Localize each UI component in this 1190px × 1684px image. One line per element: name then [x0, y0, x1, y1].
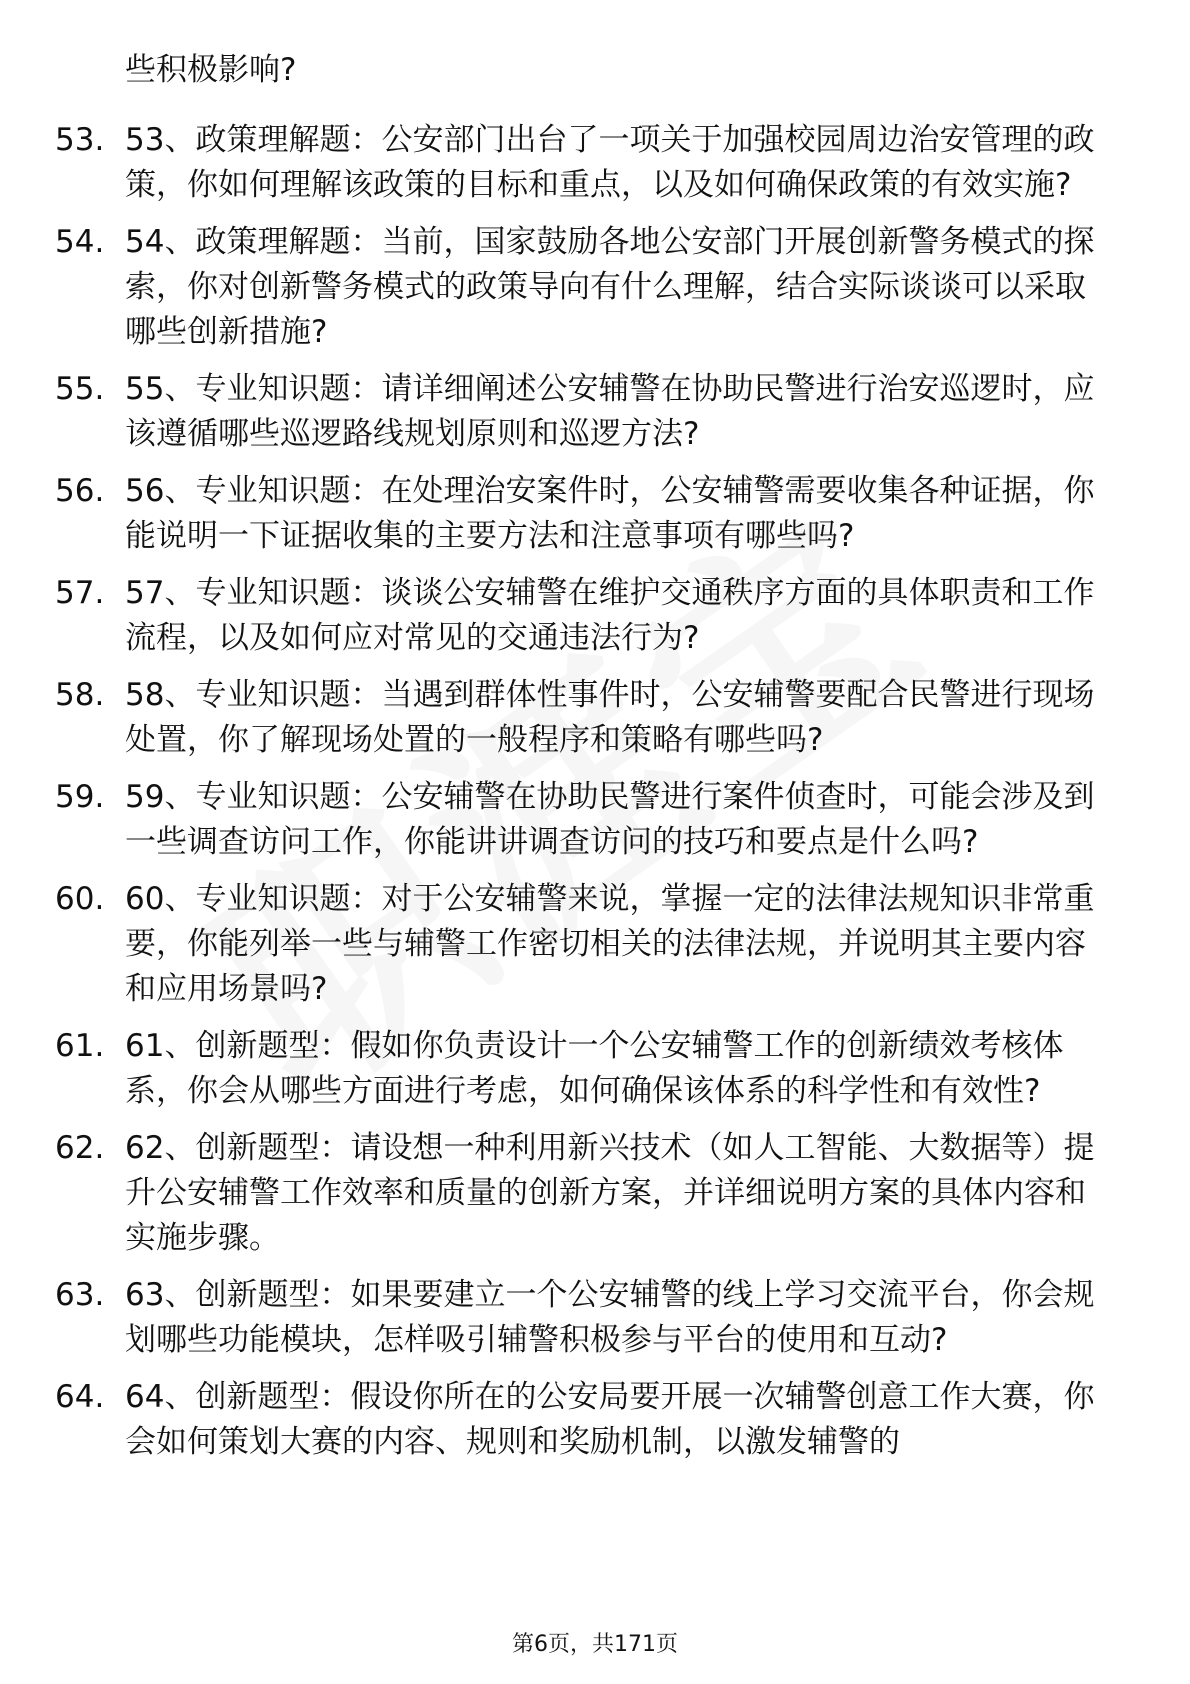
question-number: 62. [55, 1130, 105, 1166]
question-item [55, 118, 1115, 208]
question-number: 64. [55, 1379, 105, 1415]
question-text: 53、政策理解题：公安部门出台了一项关于加强校园周边治安管理的政策，你如何理解该政策的目标和重点，以及如何确保政策的有效实施? [125, 122, 1095, 203]
question-text: 64、创新题型：假设你所在的公安局要开展一次辅警创意工作大赛，你会如何策划大赛的内容、规则和奖励机制，以激发辅警的 [125, 1379, 1095, 1460]
question-text: 54、政策理解题：当前，国家鼓励各地公安部门开展创新警务模式的探索，你对创新警务模式的政策导向有什么理解，结合实际谈谈可以采取哪些创新措施? [125, 224, 1095, 350]
question-list [55, 118, 1115, 1477]
question-text: 55、专业知识题：请详细阐述公安辅警在协助民警进行治安巡逻时，应该遵循哪些巡逻路线规划原则和巡逻方法? [125, 371, 1095, 452]
question-number: 55. [55, 371, 105, 407]
question-text: 56、专业知识题：在处理治安案件时，公安辅警需要收集各种证据，你能说明一下证据收集的主要方法和注意事项有哪些吗? [125, 473, 1095, 554]
question-number: 56. [55, 473, 105, 509]
question-number: 59. [55, 779, 105, 815]
question-text: 57、专业知识题：谈谈公安辅警在维护交通秩序方面的具体职责和工作流程，以及如何应对常见的交通违法行为? [125, 575, 1095, 656]
question-number: 61. [55, 1028, 105, 1064]
question-text: 63、创新题型：如果要建立一个公安辅警的线上学习交流平台，你会规划哪些功能模块，怎样吸引辅警积极参与平台的使用和互动? [125, 1277, 1095, 1358]
question-text: 59、专业知识题：公安辅警在协助民警进行案件侦查时，可能会涉及到一些调查访问工作，你能讲讲调查访问的技巧和要点是什么吗? [125, 779, 1095, 860]
question-item [55, 367, 1115, 457]
question-item [55, 469, 1115, 559]
question-number: 58. [55, 677, 105, 713]
question-text: 58、专业知识题：当遇到群体性事件时，公安辅警要配合民警进行现场处置，你了解现场处置的一般程序和策略有哪些吗? [125, 677, 1095, 758]
question-item [55, 571, 1115, 661]
question-item [55, 220, 1115, 355]
question-text: 61、创新题型：假如你负责设计一个公安辅警工作的创新绩效考核体系，你会从哪些方面进行考虑，如何确保该体系的科学性和有效性? [125, 1028, 1064, 1109]
question-number: 53. [55, 122, 105, 158]
question-number: 57. [55, 575, 105, 611]
question-item [55, 673, 1115, 763]
question-item [55, 1024, 1115, 1114]
question-number: 54. [55, 224, 105, 260]
question-item [55, 775, 1115, 865]
question-text: 60、专业知识题：对于公安辅警来说，掌握一定的法律法规知识非常重要，你能列举一些与辅警工作密切相关的法律法规，并说明其主要内容和应用场景吗? [125, 881, 1095, 1007]
question-number: 63. [55, 1277, 105, 1313]
question-text: 62、创新题型：请设想一种利用新兴技术（如人工智能、大数据等）提升公安辅警工作效率和质量的创新方案，并详细说明方案的具体内容和实施步骤。 [125, 1130, 1095, 1256]
continuation-text: 些积极影响? [125, 52, 297, 88]
question-number: 60. [55, 881, 105, 917]
question-item [55, 1126, 1115, 1261]
question-item [55, 877, 1115, 1012]
question-item [55, 1375, 1115, 1465]
page-footer: 第6页，共171页 [512, 1632, 678, 1657]
question-item [55, 1273, 1115, 1363]
